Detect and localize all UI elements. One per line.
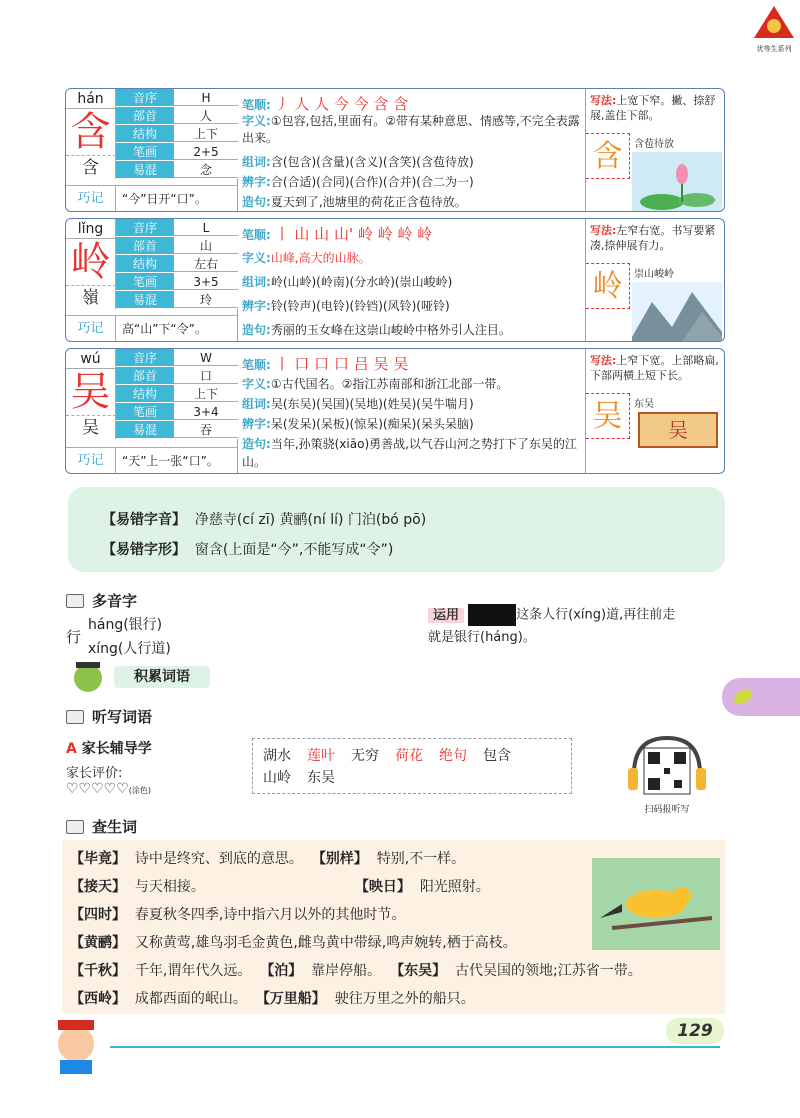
attr-key: 结构 <box>116 255 174 272</box>
practice-grid-char: 吴 <box>586 393 630 439</box>
pron-mistake-tag: 【易错字音】 <box>102 512 186 528</box>
attr-key: 易混 <box>116 161 174 178</box>
words-text: 含(包含)(含量)(含义)(含笑)(含苞待放) <box>270 155 474 169</box>
sentence-label: 造句: <box>242 437 271 451</box>
pinyin: hán <box>66 89 116 109</box>
vocab-term: 【毕竟】 <box>70 851 126 867</box>
writing-tips <box>586 89 724 211</box>
guide-a-icon: A <box>66 741 77 757</box>
vocab-term: 【泊】 <box>260 963 303 979</box>
attr-key: 结构 <box>116 125 174 142</box>
traditional-character: 含 <box>66 155 116 179</box>
mnemonic <box>66 185 238 211</box>
word-item: 包含 <box>483 748 511 764</box>
mountain-illustration-icon <box>632 282 722 342</box>
vocab-term: 【接天】 <box>70 879 126 895</box>
oriole-bird-icon <box>592 858 720 950</box>
pinyin: wú <box>66 349 116 369</box>
attr-value: W <box>174 349 238 366</box>
char-details <box>240 219 586 341</box>
sentence-label: 造句: <box>242 323 271 337</box>
attr-key: 结构 <box>116 385 174 402</box>
writing-label: 写法: <box>590 224 617 237</box>
vocab-term: 【东吴】 <box>390 963 447 979</box>
parent-guide <box>66 738 152 797</box>
lotus-illustration-icon <box>632 152 722 212</box>
meaning-text: ①包容,包括,里面有。②带有某种意思、情感等,不完全表露出来。 <box>242 114 580 145</box>
attr-key: 笔画 <box>116 273 174 290</box>
word-item: 湖水 <box>263 748 291 764</box>
vocab-def: 阳光照射。 <box>419 879 490 895</box>
shape-mistake-text: 窗含(上面是“今”,不能写成“令”) <box>194 542 394 558</box>
char-info <box>66 219 238 341</box>
vocab-def: 又称黄莺,雄鸟羽毛金黄色,雌鸟黄中带绿,鸣声婉转,栖于高枝。 <box>134 935 517 951</box>
word-item: 莲叶 <box>307 748 335 764</box>
char-details <box>240 349 586 473</box>
vocab-def: 靠岸停船。 <box>311 963 382 979</box>
words-text: 岭(山岭)(岭南)(分水岭)(崇山峻岭) <box>270 275 453 289</box>
big-character: 含 <box>66 109 116 155</box>
words-text: 吴(东吴)(吴国)(吴地)(姓吴)(吴牛喘月) <box>270 397 474 411</box>
vocab-def: 成都西面的岷山。 <box>134 991 247 1007</box>
illustration-caption: 崇山峻岭 <box>634 269 674 280</box>
usage-example <box>428 604 728 649</box>
mnemonic <box>66 447 238 473</box>
usage-line-2: 就是银行(háng)。 <box>428 629 536 645</box>
side-tab[interactable] <box>722 678 800 716</box>
vocab-term: 【黄鹂】 <box>70 935 126 951</box>
attr-key: 易混 <box>116 291 174 308</box>
writing-label: 写法: <box>590 94 617 107</box>
polyphonic-reading-1: háng(银行) <box>88 617 163 633</box>
attr-key: 部首 <box>116 367 174 384</box>
char-info <box>66 89 238 211</box>
attr-value: 人 <box>174 107 238 124</box>
word-item: 东吴 <box>307 770 335 786</box>
mnemonic-label: 巧记 <box>66 448 116 473</box>
pencil-icon <box>66 820 84 834</box>
qr-code-area[interactable] <box>624 734 710 815</box>
vocab-term: 【万里船】 <box>255 991 326 1007</box>
sentence-text: 当年,孙策骁(xiāo)勇善战,以气吞山河之势打下了东吴的江山。 <box>242 437 577 469</box>
writing-tips <box>586 349 724 473</box>
vocab-term: 【映日】 <box>354 879 411 895</box>
big-character: 岭 <box>66 239 116 285</box>
attr-value: 吞 <box>174 421 238 438</box>
stroke-order: 丨 口 口 口 吕 吴 吴 <box>274 355 409 373</box>
mnemonic-text: 高“山”下“令”。 <box>122 322 207 336</box>
illustration <box>632 133 722 212</box>
attr-value: 上下 <box>174 385 238 402</box>
traditional-character: 吴 <box>66 415 116 439</box>
meaning-label: 字义: <box>242 114 271 128</box>
mnemonic-label: 巧记 <box>66 316 116 341</box>
char-card-han <box>65 88 725 212</box>
attr-key: 笔画 <box>116 403 174 420</box>
pron-mistake-text: 净慈寺(cí zī) 黄鹂(ní lí) 门泊(bó pō) <box>194 512 427 528</box>
vocab-def: 千年,谓年代久远。 <box>134 963 252 979</box>
pencil-icon <box>66 710 84 724</box>
attr-value: 玲 <box>174 291 238 308</box>
pencil-icon <box>66 594 84 608</box>
polyphonic-heading <box>66 590 137 611</box>
attr-key: 音序 <box>116 89 174 106</box>
pinyin: lǐng <box>66 219 116 239</box>
meaning-text: ①古代国名。②指江苏南部和浙江北部一带。 <box>270 377 509 391</box>
distinguish-text: 呆(发呆)(呆板)(惊呆)(痴呆)(呆头呆脑) <box>270 417 474 431</box>
words-label: 组词: <box>242 155 271 169</box>
attr-value: 口 <box>174 367 238 384</box>
stroke-order: 丿 人 人 今 今 含 含 <box>274 95 409 113</box>
attr-value: L <box>174 219 238 236</box>
word-item: 山岭 <box>263 770 291 786</box>
publisher-logo <box>752 4 796 53</box>
heart-icons[interactable]: ♡♡♡♡♡ <box>66 781 129 797</box>
vocab-def: 特别,不一样。 <box>376 851 466 867</box>
practice-grid-char: 岭 <box>586 263 630 309</box>
lookup-heading <box>66 816 137 837</box>
words-label: 组词: <box>242 275 271 289</box>
word-item: 绝句 <box>439 748 467 764</box>
logo-icon <box>752 4 796 40</box>
usage-tag: 运用 <box>428 608 464 623</box>
distinguish-label: 辨字: <box>242 175 271 189</box>
distinguish-label: 辨字: <box>242 299 271 313</box>
vocab-list <box>62 840 725 1014</box>
dictation-words <box>252 738 572 794</box>
lookup-title: 查生词 <box>92 818 138 836</box>
sentence-label: 造句: <box>242 195 271 209</box>
logo-text: 优等生系列 <box>756 45 792 53</box>
attr-key: 音序 <box>116 349 174 366</box>
polyphonic-char: 行 <box>66 628 82 646</box>
big-character: 吴 <box>66 369 116 415</box>
vocab-def: 驶往万里之外的船只。 <box>334 991 475 1007</box>
dictation-heading <box>66 706 152 727</box>
hearts-note: (涂色) <box>128 786 152 795</box>
attr-value: 3+5 <box>174 273 238 290</box>
writing-tips <box>586 219 724 341</box>
dictation-title: 听写词语 <box>92 708 153 726</box>
stroke-label: 笔顺: <box>242 228 271 242</box>
attr-key: 部首 <box>116 107 174 124</box>
mnemonic <box>66 315 238 341</box>
meaning-text: 山峰,高大的山脉。 <box>270 251 371 265</box>
mascot-icon <box>68 660 108 696</box>
char-info <box>66 349 238 473</box>
accumulate-title: 积累词语 <box>114 666 210 688</box>
vocab-term: 【四时】 <box>70 907 126 923</box>
headphone-qr-icon <box>624 734 710 798</box>
attr-value: 念 <box>174 161 238 178</box>
guide-title: 家长辅导学 <box>81 741 152 757</box>
leaf-icon <box>728 682 758 712</box>
distinguish-text: 铃(铃声)(电铃)(铃铛)(风铃)(哑铃) <box>270 299 450 313</box>
writing-label: 写法: <box>590 354 617 367</box>
practice-grid-char: 含 <box>586 133 630 179</box>
mnemonic-text: “天”上一张“口”。 <box>122 454 219 468</box>
vocab-term: 【西岭】 <box>70 991 126 1007</box>
char-details <box>240 89 586 211</box>
attr-key: 易混 <box>116 421 174 438</box>
guide-eval: 家长评价: <box>66 766 123 781</box>
sentence-text: 夏天到了,池塘里的荷花正含苞待放。 <box>270 195 467 209</box>
attr-value: 2+5 <box>174 143 238 160</box>
attr-value: 左右 <box>174 255 238 272</box>
word-item: 无穷 <box>351 748 379 764</box>
illustration-caption: 含苞待放 <box>634 139 674 150</box>
attr-value: 山 <box>174 237 238 254</box>
distinguish-label: 辨字: <box>242 417 271 431</box>
wu-flag-illustration: 吴 <box>638 412 718 448</box>
oriole-illustration <box>592 858 720 950</box>
qr-caption: 扫码报听写 <box>644 805 690 815</box>
attr-key: 音序 <box>116 219 174 236</box>
words-label: 组词: <box>242 397 271 411</box>
stroke-order: 丨 山 山 山' 岭 岭 岭 岭 <box>274 225 433 243</box>
illustration-caption: 东吴 <box>634 399 654 410</box>
vocab-def: 春夏秋冬四季,诗中指六月以外的其他时节。 <box>134 907 406 923</box>
footer-line <box>110 1046 720 1048</box>
vocab-def: 古代吴国的领地;江苏省一带。 <box>454 963 642 979</box>
page-number: 129 <box>666 1018 724 1044</box>
attr-value: 3+4 <box>174 403 238 420</box>
illustration <box>632 263 722 342</box>
vocab-term: 【千秋】 <box>70 963 126 979</box>
attr-key: 部首 <box>116 237 174 254</box>
writing-text: 上宽下窄。撇、捺舒展,盖住下部。 <box>590 94 716 122</box>
vocab-def: 与天相接。 <box>134 879 205 895</box>
word-item: 荷花 <box>395 748 423 764</box>
char-card-ling <box>65 218 725 342</box>
char-card-wu <box>65 348 725 474</box>
polyphonic-title: 多音字 <box>92 592 138 610</box>
polyphonic-reading-2: xíng(人行道) <box>88 641 171 657</box>
stroke-label: 笔顺: <box>242 98 271 112</box>
common-mistakes-box <box>68 487 725 572</box>
attr-key: 笔画 <box>116 143 174 160</box>
writing-text: 上窄下宽。上部略扁,下部两横上短下长。 <box>590 354 719 382</box>
distinguish-text: 合(合适)(合同)(合作)(合并)(合二为一) <box>270 175 474 189</box>
mnemonic-label: 巧记 <box>66 186 116 211</box>
footer-mascot-icon <box>46 1018 106 1074</box>
mnemonic-text: “今”日开“口”。 <box>122 192 207 206</box>
attr-value: H <box>174 89 238 106</box>
attr-value: 上下 <box>174 125 238 142</box>
meaning-label: 字义: <box>242 251 271 265</box>
meaning-label: 字义: <box>242 377 271 391</box>
sentence-text: 秀丽的玉女峰在这崇山峻岭中格外引人注目。 <box>270 323 511 337</box>
writing-text: 左窄右宽。书写要紧凑,捺伸展有力。 <box>590 224 716 252</box>
vocab-def: 诗中是终究、到底的意思。 <box>134 851 303 867</box>
redacted-block <box>468 604 516 626</box>
traditional-character: 嶺 <box>66 285 116 309</box>
vocab-term: 【别样】 <box>311 851 368 867</box>
stroke-label: 笔顺: <box>242 358 271 372</box>
illustration <box>632 393 722 474</box>
shape-mistake-tag: 【易错字形】 <box>102 542 186 558</box>
usage-line-1: 这条人行(xíng)道,再往前走 <box>516 607 676 623</box>
